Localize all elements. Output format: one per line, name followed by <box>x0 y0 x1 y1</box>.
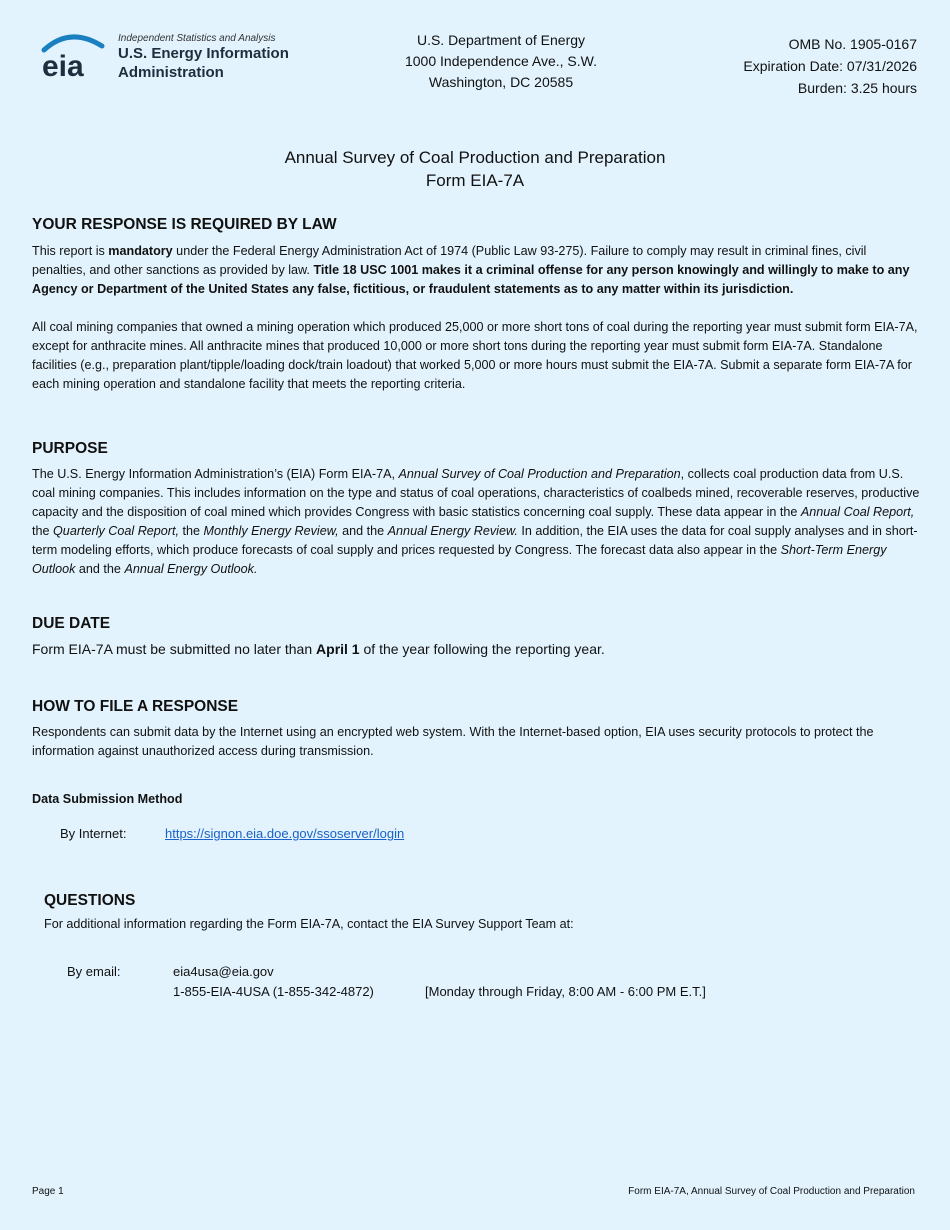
file-section <box>32 698 922 846</box>
law-mandatory: mandatory <box>108 244 173 258</box>
logo-org-line1: U.S. Energy Information <box>118 45 289 62</box>
law-criminal-offense: Title 18 USC 1001 makes it a criminal offense for any person knowingly and willingly to make to any Agency or Department of the United States any false, fictitious, or fraudulent statements as to any matter within its jurisdiction. <box>32 263 910 296</box>
burden-hours: Burden: 3.25 hours <box>797 80 917 96</box>
purpose-i6: Short-Term Energy Outlook <box>32 543 887 576</box>
footer-page-number: Page 1 <box>32 1186 64 1197</box>
purpose-paragraph <box>32 465 922 579</box>
omb-number: OMB No. 1905-0167 <box>788 36 917 52</box>
due-date-text <box>32 641 922 657</box>
login-link[interactable]: https://signon.eia.doe.gov/ssoserver/login <box>165 826 405 841</box>
purpose-i2: Annual Coal Report, <box>800 505 915 519</box>
questions-heading: QUESTIONS <box>44 892 136 909</box>
form-title <box>0 146 950 192</box>
omb-info <box>743 33 917 99</box>
due-april: April 1 <box>316 641 360 657</box>
purpose-t6: In addition, the EIA uses the data for coal supply analyses and in short-term modeling efforts, which produce forecasts of coal supply and prices requested by Congress. The forecast data also appear in the <box>32 524 918 557</box>
internet-label: By Internet: <box>60 826 127 841</box>
address-line1: U.S. Department of Energy <box>416 32 586 48</box>
form-title-line2: Form EIA-7A <box>425 171 525 190</box>
purpose-i3: Quarterly Coal Report, <box>53 524 180 538</box>
purpose-t2: , collects coal production data from U.S. coal mining companies. This includes information on the type and status of coal operations, characteristics of coalbeds mined, recoverable reserves, productive capacity and the disposition of coal mined which provides Congress with basic statistics concerning coal supply. These data appear in the <box>32 467 920 519</box>
purpose-section <box>32 440 922 579</box>
purpose-t1: The U.S. Energy Information Administration’s (EIA) Form EIA-7A, <box>32 467 399 481</box>
questions-section <box>44 892 924 1002</box>
footer-form-name: Form EIA-7A, Annual Survey of Coal Production and Preparation <box>628 1186 915 1197</box>
law-text-a: This report is <box>32 244 109 258</box>
purpose-i7: Annual Energy Outlook. <box>124 562 258 576</box>
eia-logo <box>40 30 310 90</box>
law-heading: YOUR RESPONSE IS REQUIRED BY LAW <box>32 216 337 233</box>
address-line2: 1000 Independence Ave., S.W. <box>404 53 597 69</box>
logo-text: eia <box>42 50 84 82</box>
submission-method-heading: Data Submission Method <box>32 792 183 806</box>
due-date-heading: DUE DATE <box>32 615 111 632</box>
law-section <box>32 216 922 394</box>
support-phone: 1-855-EIA-4USA (1-855-342-4872) <box>173 984 374 999</box>
purpose-i4: Monthly Energy Review, <box>203 524 339 538</box>
due-date-section <box>32 615 922 657</box>
form-title-line1: Annual Survey of Coal Production and Preparation <box>284 148 666 167</box>
eia-logo-mark <box>40 30 116 82</box>
support-hours: [Monday through Friday, 8:00 AM - 6:00 PM E.T.] <box>425 984 706 999</box>
purpose-i5: Annual Energy Review. <box>387 524 518 538</box>
support-email[interactable]: eia4usa@eia.gov <box>173 964 274 979</box>
purpose-t5: and the <box>338 524 388 538</box>
logo-tagline: Independent Statistics and Analysis <box>118 33 276 44</box>
file-heading: HOW TO FILE A RESPONSE <box>32 698 239 715</box>
questions-text: For additional information regarding the Form EIA-7A, contact the EIA Survey Support Team at: <box>44 917 574 931</box>
email-label: By email: <box>67 964 121 979</box>
contact-block <box>44 962 924 1002</box>
purpose-t4: the <box>179 524 204 538</box>
due-t2: of the year following the reporting year. <box>359 641 605 657</box>
law-paragraph-2: All coal mining companies that owned a mining operation which produced 25,000 or more short tons of coal during the reporting year must submit form EIA-7A, except for anthracite mines. All anthracite mines that produced 10,000 or more short tons during the reporting year must submit form EIA-7A. Standalone facilities (e.g., preparation plant/tipple/loading dock/train loadout) that worked 5,000 or more hours must submit the EIA-7A. Submit a separate form EIA-7A for each mining operation and standalone facility that meets the reporting criteria. <box>32 320 918 391</box>
logo-org-line2: Administration <box>118 64 224 81</box>
internet-row <box>32 826 922 846</box>
law-text-b: under the Federal Energy Administration Act of 1974 (Public Law 93-275). Failure to comply may result in criminal fines, civil penalties, and other sanctions as provided by law. <box>32 244 867 277</box>
purpose-i1: Annual Survey of Coal Production and Preparation <box>398 467 681 481</box>
file-text: Respondents can submit data by the Internet using an encrypted web system. With the Internet-based option, EIA uses security protocols to protect the information against unauthorized access during transmission. <box>32 725 874 758</box>
purpose-t7: and the <box>75 562 125 576</box>
department-address <box>340 30 662 93</box>
address-line3: Washington, DC 20585 <box>428 74 574 90</box>
due-t1: Form EIA-7A must be submitted no later than <box>32 641 317 657</box>
purpose-heading: PURPOSE <box>32 440 108 457</box>
expiration-date: Expiration Date: 07/31/2026 <box>743 58 917 74</box>
law-paragraph-1 <box>32 242 922 299</box>
purpose-t3: the <box>32 524 54 538</box>
